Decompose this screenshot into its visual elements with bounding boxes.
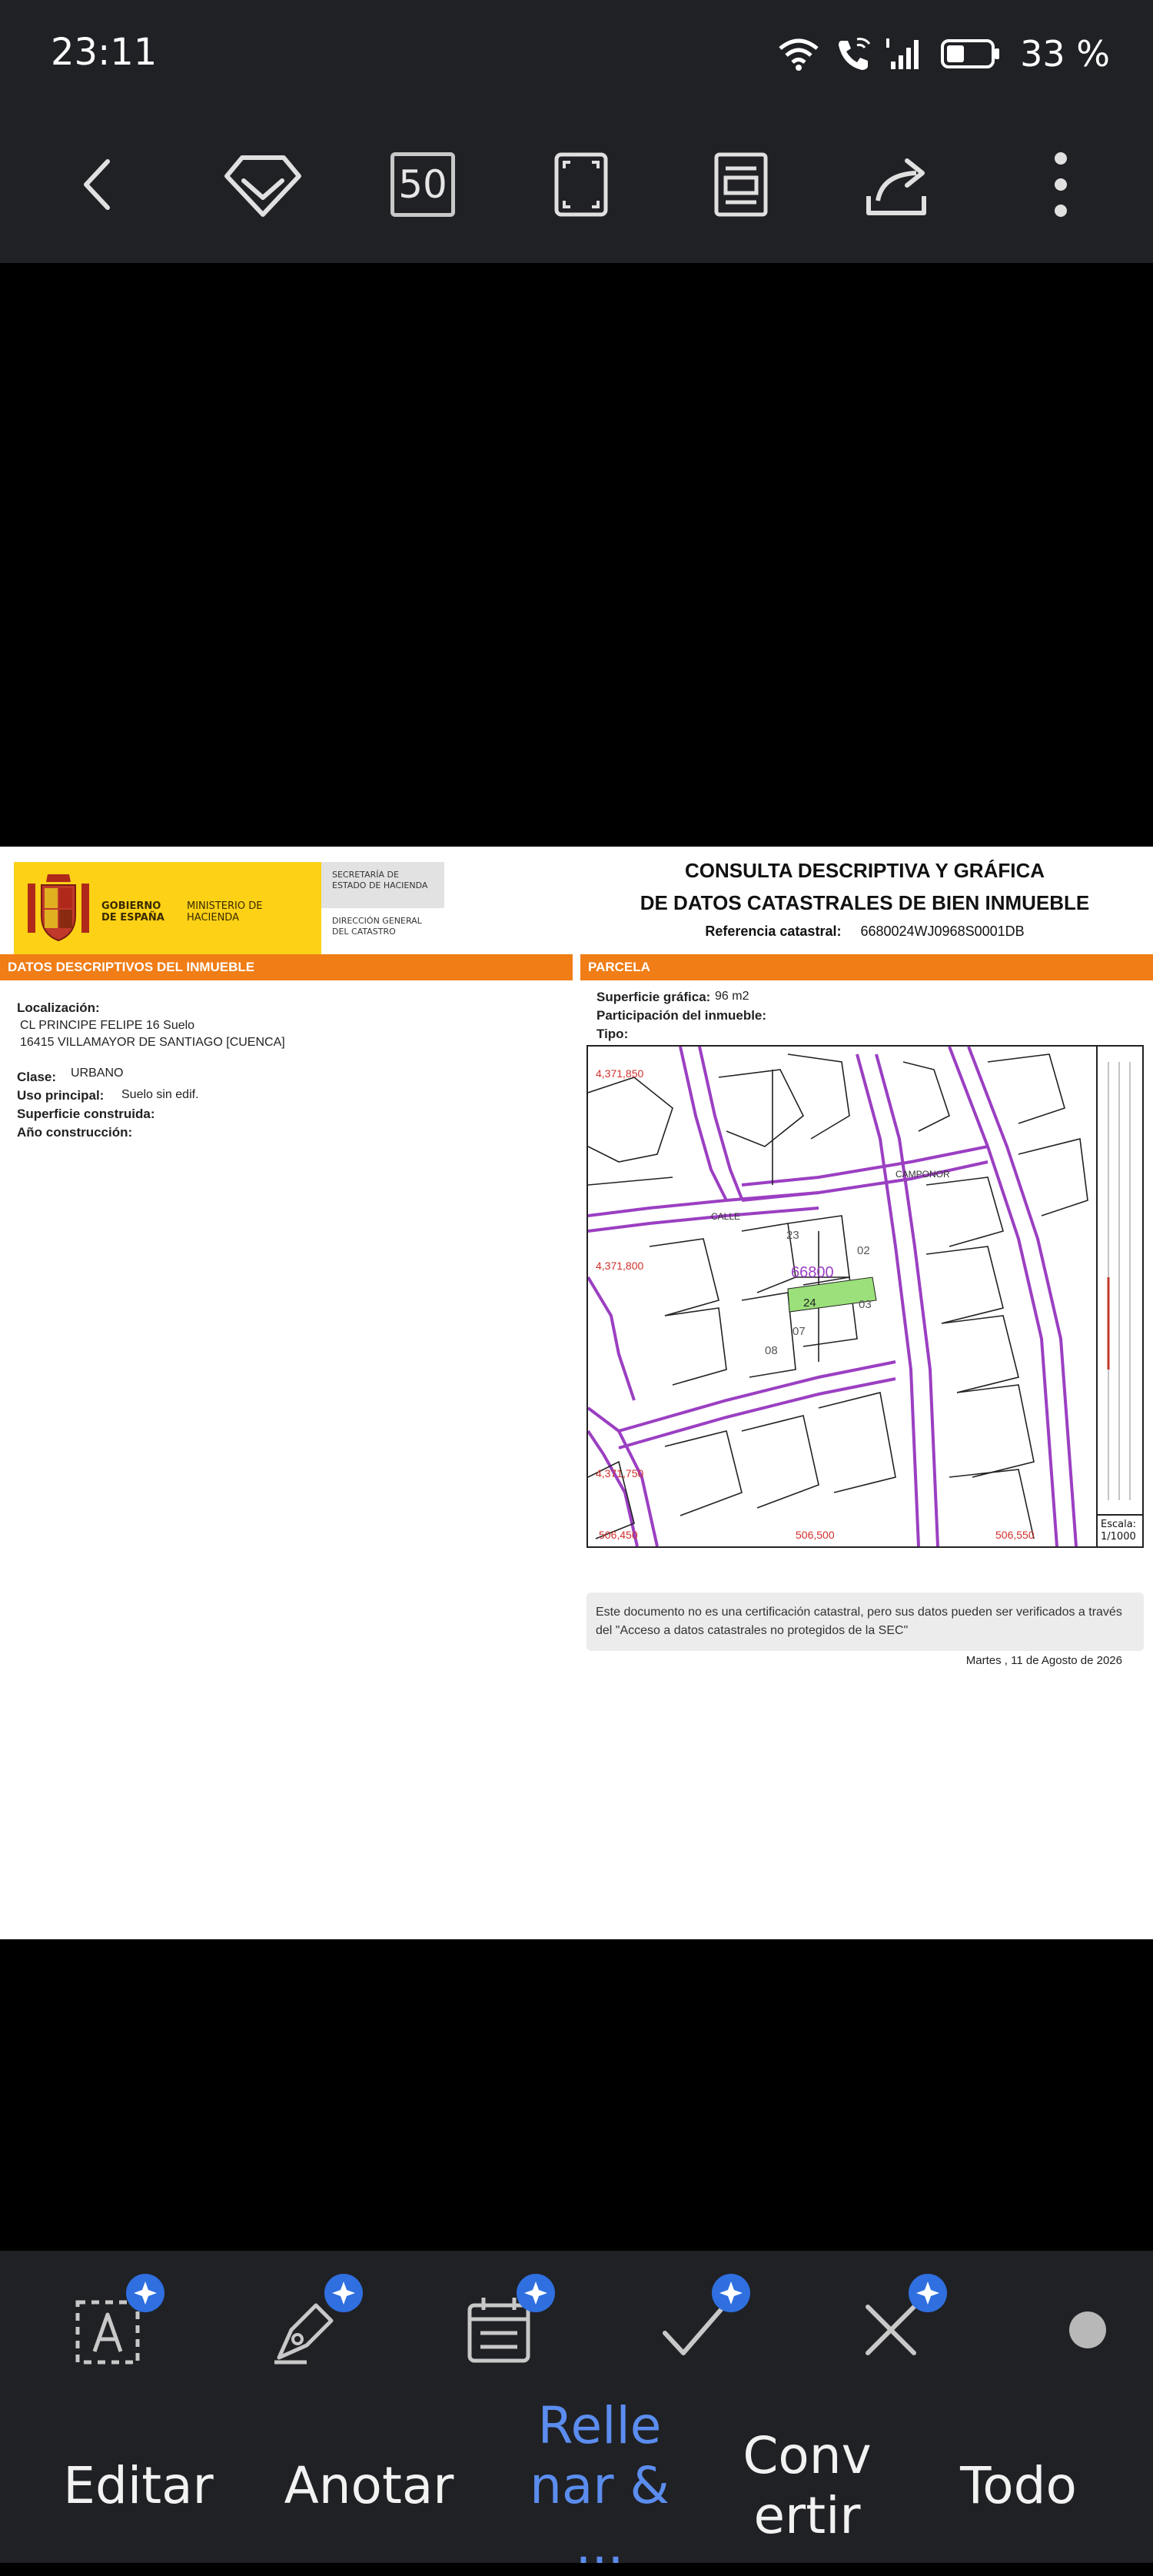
map-parcel-23: 23 [786,1229,799,1242]
status-bar [0,0,1153,115]
map-coord-x2: 506,500 [796,1529,835,1541]
document-date: Martes , 11 de Agosto de 2026 [965,1654,1122,1667]
clock: 23:11 [51,31,158,74]
tab-convertir[interactable] [723,2409,892,2563]
premium-gem-icon [909,2274,947,2312]
uso-principal-value: Suelo sin edif. [121,1088,199,1101]
fill-form-tool[interactable] [457,2288,541,2372]
uso-principal-label: Uso principal: [17,1088,105,1103]
map-coord-x1: 506,450 [599,1529,638,1541]
map-coord-top: 4,371,850 [596,1067,644,1080]
localizacion-label: Localización: [17,1000,100,1015]
map-coord-bottom-left: 4,371,750 [596,1467,644,1479]
premium-button[interactable] [217,138,309,231]
parcel-header: PARCELA [580,954,1153,980]
scale-label: Escala: [1101,1519,1137,1530]
localizacion-line-1: CL PRINCIPE FELIPE 16 Suelo [20,1019,195,1032]
disclaimer-note: Este documento no es una certificación catastral, pero sus datos pueden ser verificados a través del "Acceso a datos catastrales no protegidos de la SEC" [586,1593,1144,1651]
tipo-label: Tipo: [596,1027,629,1041]
tab-anotar-label: Anotar [284,2456,454,2515]
document-page[interactable] [0,847,1153,1939]
map-legend [1096,1047,1142,1517]
signal-icon [886,37,926,71]
reading-mode-button[interactable] [695,138,787,231]
top-toolbar [0,115,1153,263]
wifi-calling-icon [834,35,872,73]
cadastral-reference [584,924,1145,940]
premium-gem-icon [517,2274,555,2312]
superficie-construida-label: Superficie construida: [17,1107,155,1121]
annotate-tool[interactable] [264,2288,349,2372]
premium-diamond-icon [221,150,305,219]
more-options-icon [1049,146,1072,223]
tab-convertir-line-1: Conv [743,2426,872,2485]
government-side-labels [321,862,444,954]
check-tool[interactable] [652,2288,736,2372]
scale-value: 1/1000 [1101,1531,1136,1543]
bottom-tab-bar [0,2396,1153,2575]
tool-dock [0,2251,1153,2409]
page-count-icon [390,152,455,217]
title-line-2: DE DATOS CATASTRALES DE BIEN INMUEBLE [640,891,1090,914]
map-street-calle: CALLE [711,1211,741,1222]
cross-tool[interactable] [849,2288,933,2372]
battery-percent: 33 % [1020,33,1110,75]
status-icons [777,31,1110,77]
clase-label: Clase: [17,1070,57,1084]
tab-editar-label: Editar [63,2456,214,2515]
premium-gem-icon [712,2274,750,2312]
premium-gem-icon [126,2274,164,2312]
fullscreen-button[interactable] [535,138,627,231]
map-street-camponor: CAMPONOR [895,1169,950,1180]
page-count-button[interactable] [377,138,469,231]
tab-anotar[interactable] [277,2409,461,2563]
tab-rellenar-line-1: Relle [537,2396,662,2455]
superficie-grafica-value: 96 m2 [715,990,749,1003]
direccion-label: DIRECCIÓN GENERAL DEL CATASTRO [332,916,422,937]
tab-convertir-line-2: ertir [753,2486,861,2545]
map-block-id: 66800 [791,1264,834,1281]
map-parcel-08: 08 [765,1344,778,1357]
dot-icon [1049,2291,1126,2368]
cadastral-map[interactable] [586,1045,1144,1548]
tab-editar[interactable] [46,2409,231,2563]
tab-rellenar-line-2: nar & ... [530,2456,670,2575]
secretaria-label: SECRETARÍA DE ESTADO DE HACIENDA [321,862,444,908]
reading-mode-icon [710,150,772,219]
wifi-icon [777,36,820,72]
more-options-button[interactable] [1015,138,1107,231]
document-title [584,854,1145,919]
spain-coat-of-arms-icon [25,870,92,947]
premium-gem-icon [324,2274,363,2312]
dot-tool[interactable] [1045,2288,1130,2372]
map-parcel-02: 02 [857,1244,870,1257]
title-line-1: CONSULTA DESCRIPTIVA Y GRÁFICA [684,859,1045,882]
participacion-label: Participación del inmueble: [596,1008,767,1023]
government-logo [14,862,321,954]
document-viewport[interactable] [0,263,1153,2251]
anio-construccion-label: Año construcción: [17,1125,133,1140]
reference-value: 6680024WJ0968S0001DB [860,924,1025,939]
text-box-tool[interactable] [66,2288,151,2372]
share-icon [861,150,938,219]
localizacion-line-2: 16415 VILLAMAYOR DE SANTIAGO [CUENCA] [20,1036,285,1049]
map-coord-left: 4,371,800 [596,1260,644,1272]
share-button[interactable] [853,138,945,231]
map-drawing [588,1047,1098,1546]
tab-todo-label: Todo [960,2456,1077,2515]
descriptive-data-header: DATOS DESCRIPTIVOS DEL INMUEBLE [0,954,573,980]
ministerio-label: MINISTERIO DE HACIENDA [187,900,263,924]
map-parcel-24: 24 [803,1296,816,1310]
back-arrow-icon [74,154,120,215]
map-parcel-07: 07 [792,1325,806,1338]
battery-icon [940,37,1002,71]
tab-rellenar[interactable] [500,2396,699,2575]
page-count-value: 50 [398,162,447,207]
tab-todo[interactable] [930,2409,1107,2563]
back-button[interactable] [51,138,143,231]
map-scale [1096,1514,1142,1546]
clase-value: URBANO [71,1067,124,1080]
gobierno-label: GOBIERNO DE ESPAÑA [101,900,164,924]
map-coord-x3: 506,550 [995,1529,1035,1541]
map-parcel-03: 03 [859,1298,872,1311]
reference-label: Referencia catastral: [705,924,842,939]
fullscreen-icon [550,150,612,219]
superficie-grafica-label: Superficie gráfica: [596,990,711,1004]
